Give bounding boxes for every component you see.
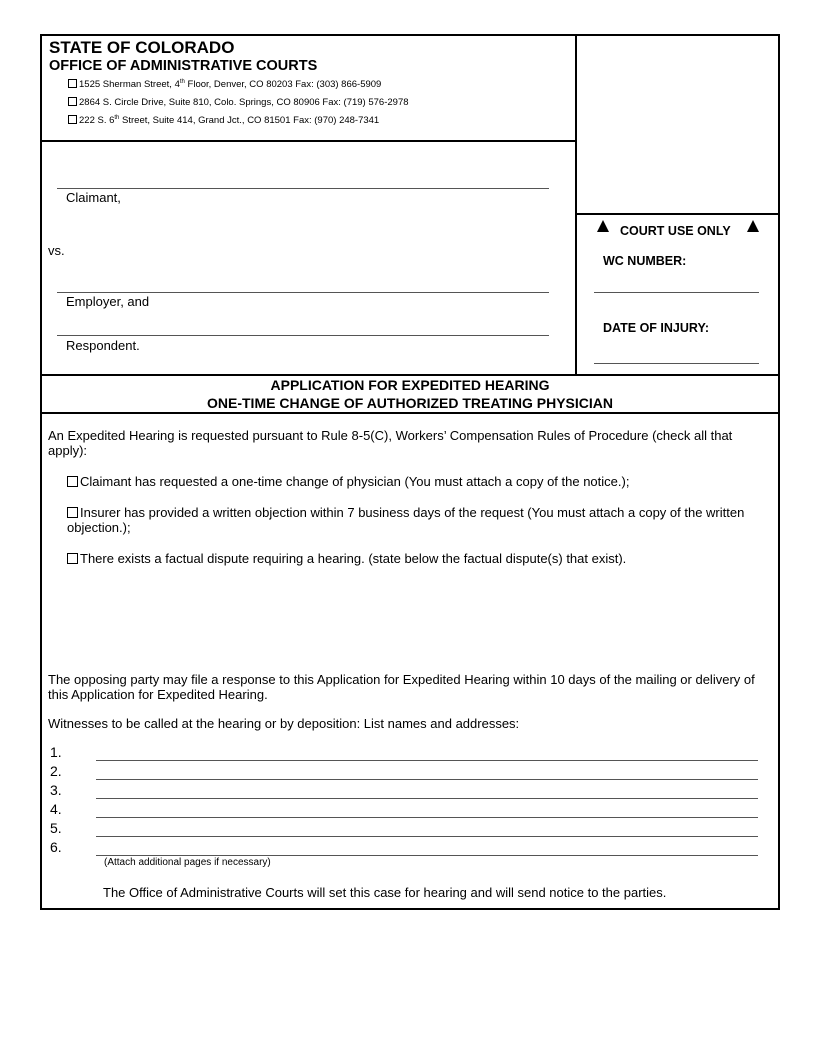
address-grand-jct-checkbox[interactable]: [68, 115, 77, 124]
caption-bottom-rule: [40, 374, 780, 376]
witness-number-6: 6.: [50, 839, 62, 855]
witness-line-1[interactable]: [96, 760, 758, 761]
vs-label: vs.: [48, 243, 65, 258]
employer-label: Employer, and: [66, 294, 150, 309]
witness-line-3[interactable]: [96, 798, 758, 799]
option-change-physician-checkbox[interactable]: [67, 476, 78, 487]
state-title: STATE OF COLORADO: [49, 38, 235, 57]
attach-note: (Attach additional pages if necessary): [104, 857, 271, 868]
option-insurer-objection-checkbox[interactable]: [67, 507, 78, 518]
claimant-label: Claimant,: [66, 190, 121, 205]
witness-line-5[interactable]: [96, 836, 758, 837]
date-of-injury-line[interactable]: [594, 363, 759, 364]
option-factual-dispute-checkbox[interactable]: [67, 553, 78, 564]
wc-number-line[interactable]: [594, 292, 759, 293]
employer-line[interactable]: [57, 292, 549, 293]
witness-number-2: 2.: [50, 763, 62, 779]
witness-number-5: 5.: [50, 820, 62, 836]
claimant-line[interactable]: [57, 188, 549, 189]
respondent-line[interactable]: [57, 335, 549, 336]
option-insurer-objection[interactable]: Insurer has provided a written objection within 7 business days of the request (You must attach a copy of the written objection.);: [67, 505, 745, 535]
date-of-injury-label: DATE OF INJURY:: [603, 321, 710, 335]
wc-number-label: WC NUMBER:: [603, 254, 687, 268]
up-arrow-right-icon: [747, 220, 759, 232]
title-bottom-rule: [40, 412, 780, 414]
witness-number-1: 1.: [50, 744, 62, 760]
closing-statement: The Office of Administrative Courts will set this case for hearing and will send notice to the parties.: [103, 885, 667, 900]
option-change-physician[interactable]: Claimant has requested a one-time change of physician (You must attach a copy of the notice.);: [67, 474, 767, 489]
witness-number-3: 3.: [50, 782, 62, 798]
address-denver-checkbox[interactable]: [68, 79, 77, 88]
response-note: The opposing party may file a response to this Application for Expedited Hearing within 10 days of the mailing or delivery of this Application for Expedited Hearing.: [48, 672, 755, 702]
header-bottom-rule: [40, 140, 577, 142]
caption-divider-vertical: [575, 34, 577, 375]
address-denver[interactable]: 1525 Sherman Street, 4th Floor, Denver, CO 80203 Fax: (303) 866-5909: [68, 79, 381, 90]
form-title-line1: APPLICATION FOR EXPEDITED HEARING: [270, 377, 550, 393]
address-colorado-springs[interactable]: 2864 S. Circle Drive, Suite 810, Colo. Springs, CO 80906 Fax: (719) 576-2978: [68, 97, 409, 108]
form-title-line2: ONE-TIME CHANGE OF AUTHORIZED TREATING PHYSICIAN: [207, 395, 613, 411]
court-use-top-rule: [575, 213, 780, 215]
witness-number-4: 4.: [50, 801, 62, 817]
option-factual-dispute[interactable]: There exists a factual dispute requiring a hearing. (state below the factual dispute(s) that exist).: [67, 551, 767, 566]
intro-text: An Expedited Hearing is requested pursuant to Rule 8-5(C), Workers’ Compensation Rules of Procedure (check all that apply):: [48, 428, 733, 458]
up-arrow-left-icon: [597, 220, 609, 232]
court-use-title: COURT USE ONLY: [620, 224, 731, 238]
witness-line-2[interactable]: [96, 779, 758, 780]
witness-line-4[interactable]: [96, 817, 758, 818]
address-springs-checkbox[interactable]: [68, 97, 77, 106]
address-grand-junction[interactable]: 222 S. 6th Street, Suite 414, Grand Jct., CO 81501 Fax: (970) 248-7341: [68, 115, 379, 126]
witness-line-6[interactable]: [96, 855, 758, 856]
respondent-label: Respondent.: [66, 338, 140, 353]
office-title: OFFICE OF ADMINISTRATIVE COURTS: [49, 58, 318, 74]
witness-prompt: Witnesses to be called at the hearing or by deposition: List names and addresses:: [48, 716, 520, 731]
